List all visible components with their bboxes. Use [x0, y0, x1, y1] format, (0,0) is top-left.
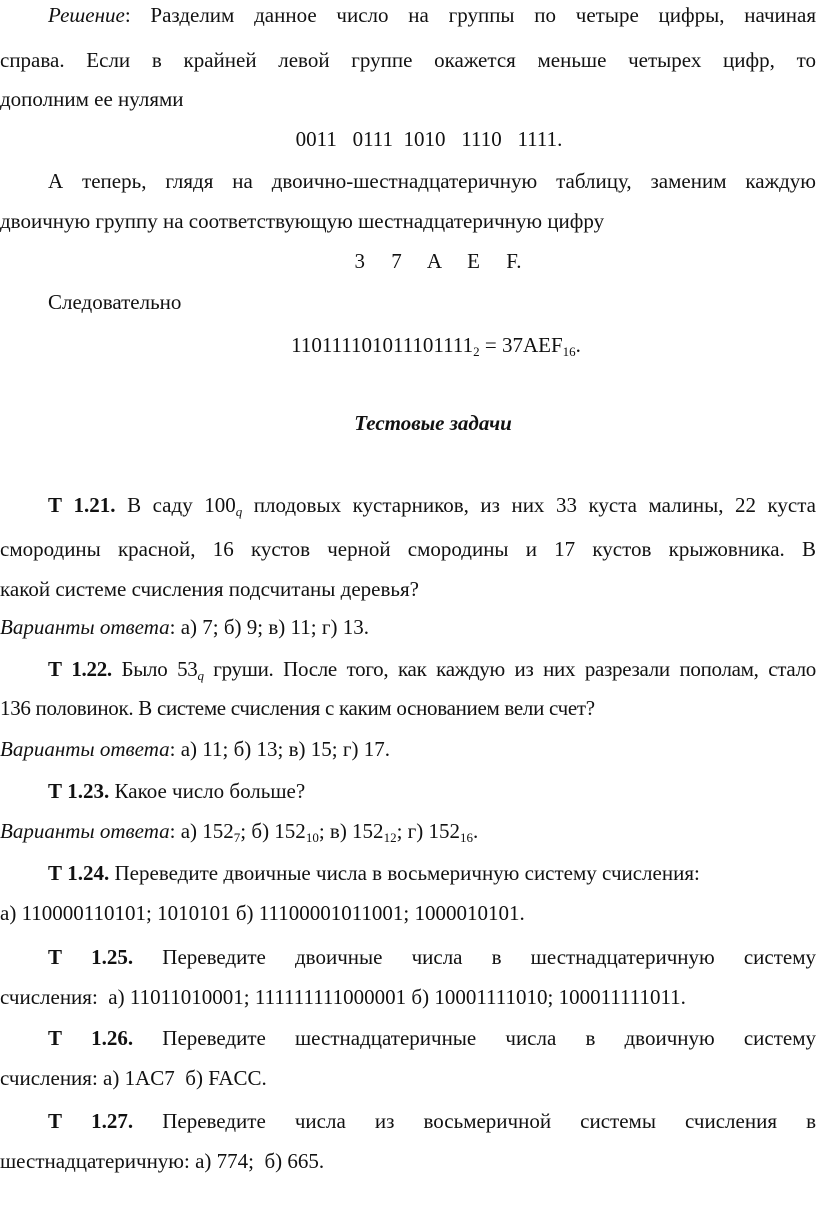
task-text: Какое число больше? [109, 779, 306, 803]
result-binary: 110111101011101111 [291, 333, 474, 357]
task-text: груши. После того, как каждую из них разрезали пополам, стало [203, 657, 816, 681]
answer-b-base: 10 [305, 830, 319, 845]
task-id: Т 1.21. [48, 493, 116, 517]
answer-a-base: 7 [233, 830, 241, 845]
section-title: Тестовые задачи [354, 411, 512, 435]
task-id: Т 1.24. [48, 861, 110, 885]
answer-c: ; в) 152 [318, 819, 384, 843]
therefore-text: Следовательно [48, 290, 182, 314]
task-1-21-line-1 [0, 492, 816, 518]
task-1-23-answers [0, 818, 816, 844]
task-1-21-line-2: смородины красной, 16 кустов черной смородины и 17 кустов крыжовника. В [0, 537, 816, 561]
solution-line-3: дополним ее нулями [0, 87, 184, 111]
task-1-21-line-3: какой системе счисления подсчитаны деревья? [0, 577, 419, 601]
answers-label: Варианты ответа [0, 819, 170, 843]
task-1-24-line-2: а) 110000110101; 1010101 б) 11100001011001; 1000010101. [0, 901, 525, 925]
task-text: Переведите двоичные числа в восьмеричную систему счисления: [109, 861, 700, 885]
answer-a: : а) 152 [169, 819, 234, 843]
task-text: Переведите шестнадцатеричные числа в двоичную систему [133, 1026, 816, 1050]
task-1-22-line-2: 136 половинок. В системе счисления с каким основанием вели счет? [0, 696, 595, 720]
answer-end: . [473, 819, 479, 843]
answers-text: : а) 7; б) 9; в) 11; г) 13. [169, 615, 369, 639]
task-1-22-answers [0, 736, 816, 762]
task-id: Т 1.27. [48, 1109, 134, 1133]
task-1-26-line-2: счисления: а) 1AC7 б) FACC. [0, 1066, 267, 1090]
task-text: Было 53 [111, 657, 198, 681]
answers-text: : а) 11; б) 13; в) 15; г) 17. [169, 737, 390, 761]
solution-line-2: справа. Если в крайней левой группе окажется меньше четырех цифр, то [0, 48, 816, 72]
task-id: Т 1.26. [48, 1026, 134, 1050]
task-1-26-line-1 [0, 1025, 816, 1051]
result-equals: = 37AEF [479, 333, 563, 357]
answers-label: Варианты ответа [0, 737, 170, 761]
task-subscript: q [235, 504, 243, 519]
conversion-result [0, 332, 816, 358]
task-1-22-line-1 [0, 656, 816, 682]
answers-label: Варианты ответа [0, 615, 170, 639]
result-hex-base: 16 [562, 344, 576, 359]
paragraph-2-line-2: двоичную группу на соответствующую шестнадцатеричную цифру [0, 209, 605, 233]
solution-line-1 [0, 2, 816, 28]
task-text: В саду 100 [115, 493, 236, 517]
solution-text-1: : Разделим данное число на группы по четыре цифры, начиная [124, 3, 816, 27]
answer-d: ; г) 152 [396, 819, 461, 843]
task-1-24-line-1 [0, 860, 816, 886]
result-binary-base: 2 [473, 344, 480, 359]
task-1-25-line-1 [0, 944, 816, 970]
task-1-25-line-2: счисления: а) 11011010001; 111111111000001 б) 10001111010; 100011111011. [0, 985, 686, 1009]
answer-d-base: 16 [460, 830, 474, 845]
task-1-21-answers [0, 614, 816, 640]
answer-c-base: 12 [383, 830, 397, 845]
solution-label: Решение [48, 3, 125, 27]
paragraph-2-line-1: А теперь, глядя на двоично-шестнадцатеричную таблицу, заменим каждую [48, 169, 816, 193]
task-id: Т 1.22. [48, 657, 112, 681]
task-1-27-line-1 [0, 1108, 816, 1134]
binary-groups: 0011 0111 1010 1110 1111. [295, 127, 563, 151]
task-1-23-line-1 [0, 778, 816, 804]
answer-b: ; б) 152 [240, 819, 306, 843]
task-text: плодовых кустарников, из них 33 куста малины, 22 куста [242, 493, 816, 517]
task-text: Переведите двоичные числа в шестнадцатеричную систему [133, 945, 816, 969]
task-subscript: q [197, 668, 204, 683]
task-id: Т 1.25. [48, 945, 134, 969]
hex-digits: 3 7 A E F. [354, 249, 522, 273]
result-end: . [575, 333, 581, 357]
task-id: Т 1.23. [48, 779, 110, 803]
task-text: Переведите числа из восьмеричной системы счисления в [133, 1109, 816, 1133]
task-1-27-line-2: шестнадцатеричную: а) 774; б) 665. [0, 1149, 325, 1173]
